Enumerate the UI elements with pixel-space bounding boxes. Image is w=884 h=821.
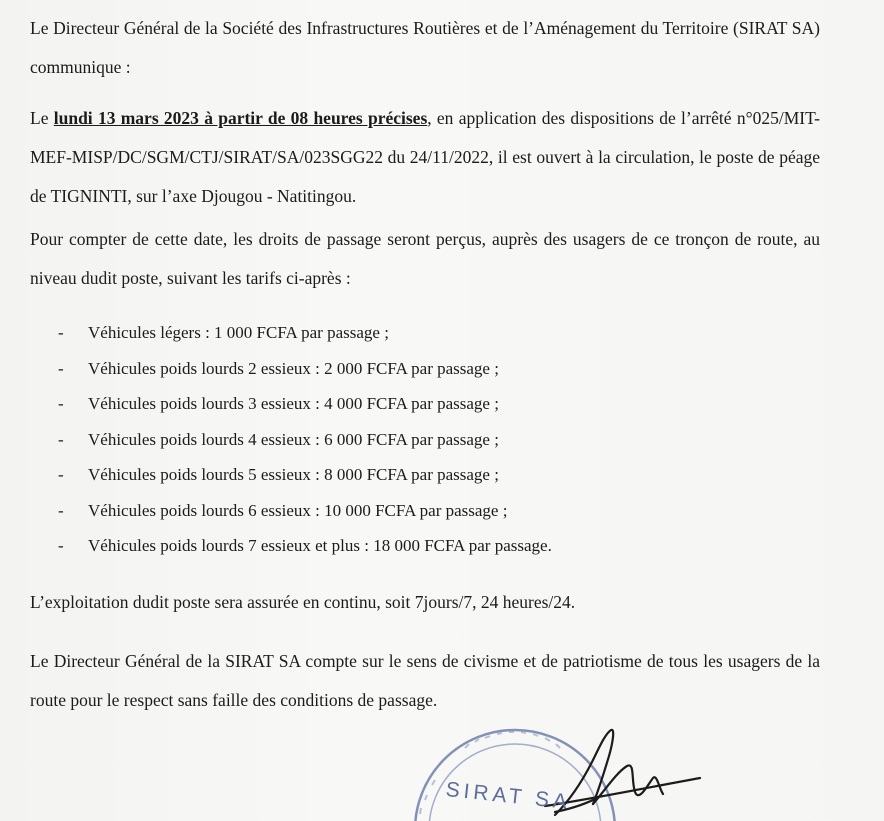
bullet-dash: - [58, 500, 64, 520]
tariff-text: Véhicules poids lourds 5 essieux : 8 000 FCFA par passage ; [88, 465, 499, 484]
intro-paragraph: Le Directeur Général de la Société des Infrastructures Routières et de l’Aménagement du Territoire (SIRAT SA) communique : [30, 18, 820, 77]
list-item [58, 386, 552, 422]
tariff-text: Véhicules poids lourds 4 essieux : 6 000 FCFA par passage ; [88, 429, 499, 449]
stamp-text: SIRAT SA [444, 778, 573, 815]
tariff-text: Véhicules poids lourds 2 essieux : 2 000 FCFA par passage ; [88, 358, 499, 378]
tariff-text: Véhicules poids lourds 3 essieux : 4 000 FCFA par passage ; [88, 394, 499, 413]
bullet-dash: - [58, 465, 64, 484]
bullet-dash: - [58, 323, 64, 342]
list-item [58, 528, 552, 564]
bullet-dash: - [58, 536, 64, 555]
tariff-list [58, 315, 552, 564]
list-item [58, 351, 552, 387]
tariff-text: Véhicules poids lourds 7 essieux et plus : 18 000 FCFA par passage. [88, 536, 552, 555]
opening-announcement-paragraph [30, 99, 820, 216]
tariff-text: Véhicules poids lourds 6 essieux : 10 000 FCFA par passage ; [88, 500, 508, 520]
closing-paragraph: Le Directeur Général de la SIRAT SA compte sur le sens de civisme et de patriotisme de tous les usagers de la route pour le respect sans faille des conditions de passage. [30, 651, 820, 710]
tariff-intro-paragraph: Pour compter de cette date, les droits de passage seront perçus, auprès des usagers de ce tronçon de route, au niveau dudit poste, suivant les tarifs ci-après : [30, 229, 820, 288]
stamp-and-signature [405, 720, 715, 821]
list-item [58, 422, 552, 458]
opening-date-emphasis: lundi 13 mars 2023 à partir de 08 heures précises [53, 108, 428, 128]
tariff-text: Véhicules légers : 1 000 FCFA par passage ; [88, 323, 389, 342]
list-item [58, 493, 552, 529]
announcement-prefix: Le [30, 108, 54, 128]
list-item [58, 315, 552, 351]
bullet-dash: - [58, 429, 64, 449]
list-item [58, 457, 552, 493]
announcement-suffix: , en application des dispositions de l’arrêté n°025/MIT-MEF-MISP/DC/SGM/CTJ/SIRAT/SA/023SGG22 du 24/11/2022, il est ouvert à la circulation, le poste de péage de TIGNINTI, sur l’axe Djougou - Natitingou. [30, 108, 820, 206]
bullet-dash: - [58, 394, 64, 413]
operation-hours-paragraph: L’exploitation dudit poste sera assurée en continu, soit 7jours/7, 24 heures/24. [30, 592, 576, 612]
bullet-dash: - [58, 358, 64, 378]
